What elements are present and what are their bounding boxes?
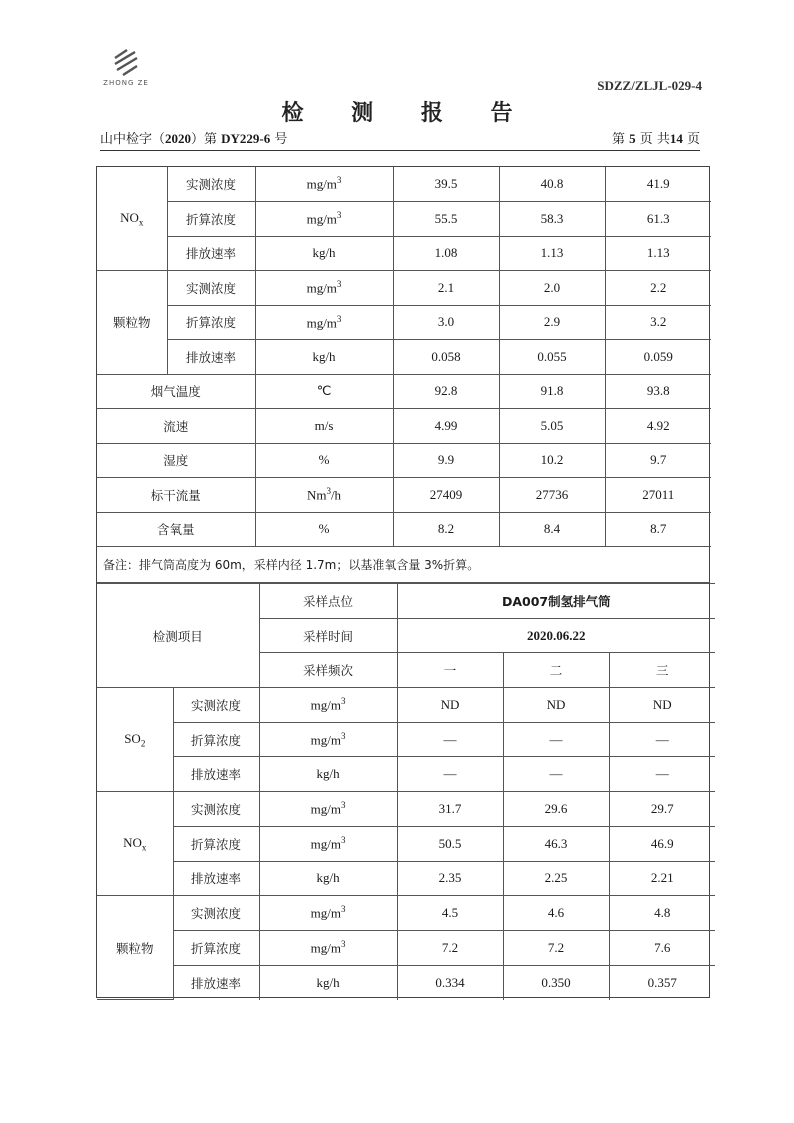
- table-row: [97, 374, 711, 409]
- value-cell: 8.7: [605, 512, 711, 547]
- value-cell: 2.25: [503, 861, 609, 896]
- freq-cell: 三: [609, 653, 715, 688]
- value-cell: 0.350: [503, 965, 609, 1000]
- value-cell: 0.055: [499, 340, 605, 375]
- param-cell: 标干流量: [97, 478, 255, 513]
- table-row: [97, 202, 711, 237]
- value-cell: —: [397, 722, 503, 757]
- pollutant-label: [97, 688, 173, 792]
- unit-cell: [255, 340, 393, 375]
- value-cell: 27736: [499, 478, 605, 513]
- item-cell: 折算浓度: [173, 722, 259, 757]
- results-table-1: [97, 167, 711, 547]
- unit-cell: [259, 688, 397, 723]
- unit-superscript: 3: [336, 210, 342, 221]
- unit-text: mg/m: [306, 176, 337, 192]
- unit-text: %: [318, 452, 330, 468]
- report-meta-line: [100, 128, 700, 151]
- unit-text: kg/h: [316, 974, 340, 990]
- unit-superscript: 3: [340, 730, 346, 741]
- unit-superscript: 3: [336, 279, 342, 290]
- unit-text: kg/h: [312, 348, 336, 364]
- value-cell: 1.13: [605, 236, 711, 271]
- unit-superscript: 3: [340, 696, 346, 707]
- item-cell: 实测浓度: [173, 688, 259, 723]
- value-cell: 4.92: [605, 409, 711, 444]
- table-row: [97, 688, 715, 723]
- unit-cell: [259, 792, 397, 827]
- table-row: [97, 236, 711, 271]
- unit-cell: [259, 896, 397, 931]
- value-cell: 50.5: [397, 826, 503, 861]
- unit-cell: [255, 478, 393, 513]
- value-cell: 0.357: [609, 965, 715, 1000]
- value-cell: 4.99: [393, 409, 499, 444]
- value-cell: 58.3: [499, 202, 605, 237]
- value-cell: 0.059: [605, 340, 711, 375]
- unit-text: kg/h: [312, 245, 336, 261]
- value-cell: 93.8: [605, 374, 711, 409]
- unit-cell: [255, 374, 393, 409]
- document-title: 检 测 报 告: [281, 101, 533, 126]
- freq-cell: 一: [397, 653, 503, 688]
- table-row: [97, 930, 715, 965]
- unit-cell: [255, 409, 393, 444]
- value-cell: 3.0: [393, 305, 499, 340]
- report-table-frame: [96, 166, 710, 998]
- unit-superscript: 3: [340, 939, 346, 950]
- pollutant-subscript: x: [141, 842, 147, 853]
- value-cell: 4.5: [397, 896, 503, 931]
- value-cell: 31.7: [397, 792, 503, 827]
- unit-text: m/s: [314, 417, 334, 433]
- value-cell: 7.6: [609, 930, 715, 965]
- page-indicator: 第 5 页 共14 页: [611, 131, 700, 147]
- point-label: 采样点位: [259, 584, 397, 619]
- value-cell: —: [397, 757, 503, 792]
- table-row: [97, 792, 715, 827]
- item-cell: 折算浓度: [173, 826, 259, 861]
- item-cell: 折算浓度: [167, 305, 255, 340]
- value-cell: 41.9: [605, 167, 711, 202]
- time-label: 采样时间: [259, 618, 397, 653]
- freq-label: 采样频次: [259, 653, 397, 688]
- value-cell: 92.8: [393, 374, 499, 409]
- unit-cell: [259, 757, 397, 792]
- table-row: [97, 722, 715, 757]
- logo-text: ZHONG ZE: [103, 79, 149, 87]
- note-row: 备注：排气筒高度为 60m，采样内径 1.7m；以基准氧含量 3%折算。: [97, 547, 709, 583]
- table-row: [97, 512, 711, 547]
- value-cell: 4.8: [609, 896, 715, 931]
- unit-cell: [255, 167, 393, 202]
- param-cell: 湿度: [97, 443, 255, 478]
- unit-cell: [255, 202, 393, 237]
- value-cell: 55.5: [393, 202, 499, 237]
- unit-text: mg/m: [306, 314, 337, 330]
- value-cell: 29.6: [503, 792, 609, 827]
- value-cell: 27409: [393, 478, 499, 513]
- item-header: 检测项目: [97, 584, 259, 688]
- header-row: [97, 584, 715, 619]
- table-row: [97, 271, 711, 306]
- pollutant-name: SO: [124, 730, 141, 746]
- pollutant-name: 颗粒物: [112, 315, 151, 331]
- item-cell: 排放速率: [173, 861, 259, 896]
- unit-text: mg/m: [310, 732, 341, 748]
- unit-cell: [259, 722, 397, 757]
- unit-cell: [259, 861, 397, 896]
- value-cell: 5.05: [499, 409, 605, 444]
- unit-text: mg/m: [306, 211, 337, 227]
- table-row: [97, 965, 715, 1000]
- pollutant-name: NO: [120, 209, 139, 225]
- item-cell: 折算浓度: [167, 202, 255, 237]
- table-row: [97, 896, 715, 931]
- item-cell: 实测浓度: [173, 896, 259, 931]
- unit-superscript: 3: [340, 904, 346, 915]
- value-cell: 7.2: [503, 930, 609, 965]
- value-cell: 46.3: [503, 826, 609, 861]
- value-cell: ND: [503, 688, 609, 723]
- value-cell: —: [609, 757, 715, 792]
- unit-cell: [255, 305, 393, 340]
- item-cell: 排放速率: [167, 340, 255, 375]
- value-cell: 1.08: [393, 236, 499, 271]
- unit-text: kg/h: [316, 766, 340, 782]
- unit-text: ℃: [316, 383, 332, 399]
- value-cell: 39.5: [393, 167, 499, 202]
- value-cell: 0.058: [393, 340, 499, 375]
- value-cell: 91.8: [499, 374, 605, 409]
- pollutant-subscript: x: [138, 217, 144, 228]
- value-cell: 46.9: [609, 826, 715, 861]
- unit-text: kg/h: [316, 870, 340, 886]
- unit-cell: [255, 512, 393, 547]
- table-row: [97, 340, 711, 375]
- value-cell: 0.334: [397, 965, 503, 1000]
- value-cell: 7.2: [397, 930, 503, 965]
- value-cell: ND: [609, 688, 715, 723]
- unit-text: mg/m: [310, 940, 341, 956]
- table-row: [97, 861, 715, 896]
- value-cell: 2.2: [605, 271, 711, 306]
- item-cell: 实测浓度: [167, 271, 255, 306]
- unit-superscript: 3: [326, 486, 331, 497]
- item-cell: 实测浓度: [167, 167, 255, 202]
- unit-text: mg/m: [310, 905, 341, 921]
- document-code: SDZZ/ZLJL-029-4: [597, 78, 702, 93]
- value-cell: —: [609, 722, 715, 757]
- value-cell: —: [503, 722, 609, 757]
- unit-superscript: 3: [336, 313, 342, 324]
- unit-cell: [255, 271, 393, 306]
- value-cell: 9.9: [393, 443, 499, 478]
- value-cell: 2.35: [397, 861, 503, 896]
- value-cell: 8.2: [393, 512, 499, 547]
- value-cell: 9.7: [605, 443, 711, 478]
- unit-suffix: /h: [330, 487, 342, 503]
- table-row: [97, 409, 711, 444]
- unit-text: mg/m: [306, 280, 337, 296]
- unit-text: mg/m: [310, 697, 341, 713]
- value-cell: 2.1: [393, 271, 499, 306]
- table-row: [97, 305, 711, 340]
- time-value: 2020.06.22: [397, 618, 715, 653]
- value-cell: 2.21: [609, 861, 715, 896]
- value-cell: 27011: [605, 478, 711, 513]
- value-cell: 1.13: [499, 236, 605, 271]
- report-number: 山中检字（2020）第 DY229-6 号: [100, 131, 288, 147]
- param-cell: 烟气温度: [97, 374, 255, 409]
- item-cell: 实测浓度: [173, 792, 259, 827]
- unit-text: mg/m: [310, 801, 341, 817]
- point-value: DA007制氢排气筒: [397, 584, 715, 619]
- unit-cell: [255, 236, 393, 271]
- value-cell: 2.9: [499, 305, 605, 340]
- unit-superscript: 3: [340, 800, 346, 811]
- pollutant-label: [97, 896, 173, 1000]
- unit-superscript: 3: [336, 175, 342, 186]
- unit-superscript: 3: [340, 834, 346, 845]
- logo-icon: [109, 48, 143, 78]
- value-cell: 8.4: [499, 512, 605, 547]
- pollutant-label: [97, 167, 167, 271]
- pollutant-name: NO: [123, 834, 142, 850]
- table-row: [97, 167, 711, 202]
- param-cell: 含氧量: [97, 512, 255, 547]
- unit-text: Nm: [306, 487, 327, 503]
- company-logo: [98, 48, 154, 87]
- freq-cell: 二: [503, 653, 609, 688]
- pollutant-label: [97, 271, 167, 375]
- pollutant-label: [97, 792, 173, 896]
- value-cell: 4.6: [503, 896, 609, 931]
- value-cell: 2.0: [499, 271, 605, 306]
- pollutant-subscript: 2: [140, 738, 146, 749]
- value-cell: 40.8: [499, 167, 605, 202]
- value-cell: 29.7: [609, 792, 715, 827]
- value-cell: 3.2: [605, 305, 711, 340]
- unit-cell: [255, 443, 393, 478]
- unit-text: mg/m: [310, 836, 341, 852]
- value-cell: 61.3: [605, 202, 711, 237]
- unit-cell: [259, 826, 397, 861]
- unit-text: %: [318, 521, 330, 537]
- table-row: [97, 757, 715, 792]
- unit-cell: [259, 965, 397, 1000]
- item-cell: 排放速率: [167, 236, 255, 271]
- table-row: [97, 826, 715, 861]
- results-table-2: [97, 583, 715, 1000]
- param-cell: 流速: [97, 409, 255, 444]
- table-row: [97, 443, 711, 478]
- value-cell: —: [503, 757, 609, 792]
- table-row: [97, 478, 711, 513]
- item-cell: 折算浓度: [173, 930, 259, 965]
- item-cell: 排放速率: [173, 965, 259, 1000]
- pollutant-name: 颗粒物: [115, 940, 154, 956]
- value-cell: 10.2: [499, 443, 605, 478]
- unit-cell: [259, 930, 397, 965]
- item-cell: 排放速率: [173, 757, 259, 792]
- value-cell: ND: [397, 688, 503, 723]
